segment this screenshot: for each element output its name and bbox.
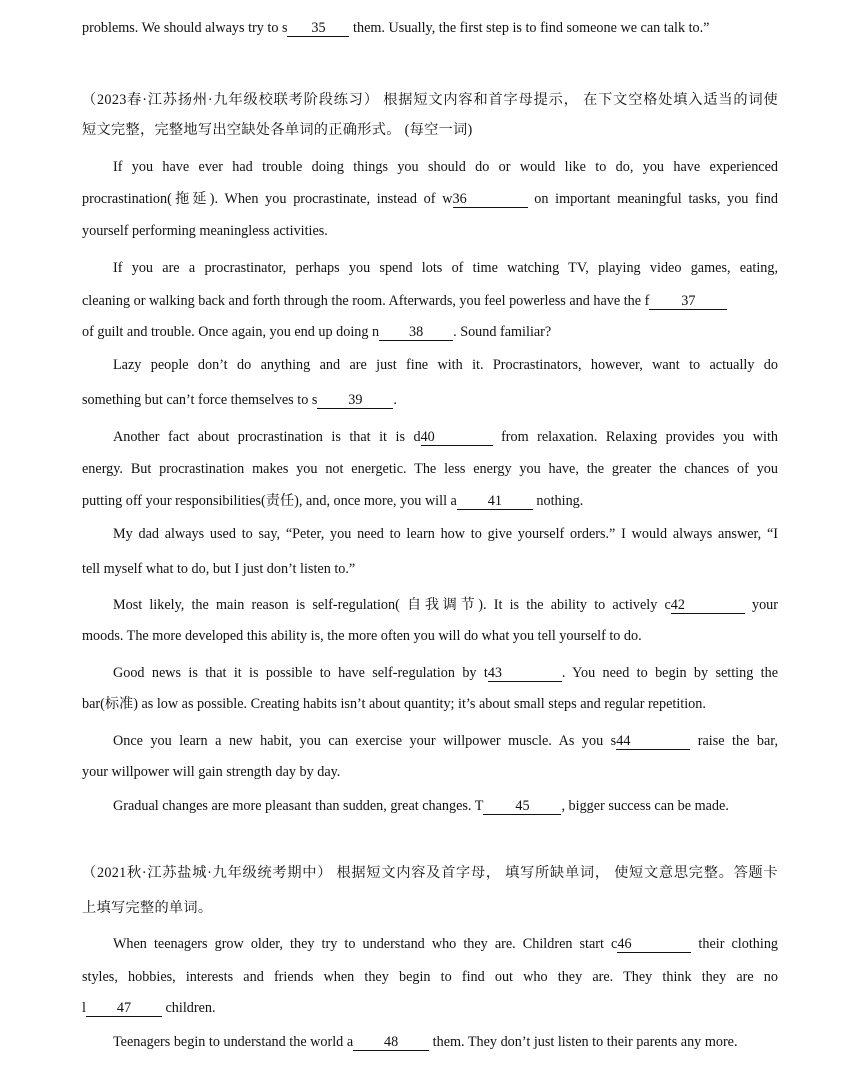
paragraph-line: energy. But procrastination makes you not energetic. The less energy you have, the greater the chances of you <box>82 461 778 477</box>
paragraph-line: moods. The more developed this ability is, the more often you will do what you tell yourself to do. <box>82 628 642 644</box>
line-text: Once you learn a new habit, you can exercise your willpower muscle. As you s <box>113 733 617 749</box>
text-line <box>82 491 778 511</box>
paragraph-line: your willpower will gain strength day by day. <box>82 764 341 780</box>
answer-blank-35[interactable]: 35 <box>287 21 349 37</box>
line-text: nothing. <box>532 493 584 509</box>
line-text: your <box>744 597 778 613</box>
paragraph-line: My dad always used to say, “Peter, you need to learn how to give yourself orders.” I would always answer, “I <box>113 526 778 542</box>
line-text: procrastination(拖延). When you procrastinate, instead of w <box>82 191 453 207</box>
line-text: their clothing <box>691 936 779 952</box>
paragraph-line: If you have ever had trouble doing things you should do or would like to do, you have experienced <box>113 159 778 175</box>
line-text: Most likely, the main reason is self-regulation( 自我调节). It is the ability to actively c <box>113 597 671 613</box>
line-text: . <box>393 392 397 408</box>
line-text: putting off your responsibilities(责任), and, once more, you will a <box>82 493 457 509</box>
line-text: . You need to begin by setting the <box>561 665 778 681</box>
answer-blank-38[interactable]: 38 <box>379 325 453 341</box>
text-line <box>82 998 778 1018</box>
line-text: , bigger success can be made. <box>561 798 729 814</box>
section-header-2021-cont: 上填写完整的单词。 <box>82 900 213 916</box>
line-text: them. Usually, the first step is to find someone we can talk to.” <box>349 20 710 36</box>
answer-blank-47[interactable]: 47 <box>86 1001 162 1017</box>
answer-blank-45[interactable]: 45 <box>483 799 561 815</box>
paragraph-line: yourself performing meaningless activities. <box>82 223 328 239</box>
line-text: them. They don’t just listen to their parents any more. <box>429 1034 738 1050</box>
line-text: When teenagers grow older, they try to understand who they are. Children start c <box>113 936 618 952</box>
answer-blank-44[interactable]: 44 <box>616 734 690 750</box>
line-text: Good news is that it is possible to have self-regulation by t <box>113 665 488 681</box>
line-text: Teenagers begin to understand the world a <box>113 1034 354 1050</box>
paragraph-line: styles, hobbies, interests and friends when they begin to find out who they are. They think they are no <box>82 969 778 985</box>
line-text: raise the bar, <box>690 733 778 749</box>
text-line <box>82 595 778 615</box>
text-line <box>82 427 778 447</box>
line-text: . Sound familiar? <box>453 324 552 340</box>
text-line <box>82 18 778 38</box>
line-text: on important meaningful tasks, you find <box>527 191 778 207</box>
line-text: Another fact about procrastination is that it is d <box>113 429 421 445</box>
answer-blank-37[interactable]: 37 <box>649 294 727 310</box>
line-text: Gradual changes are more pleasant than sudden, great changes. T <box>113 798 484 814</box>
line-text: from relaxation. Relaxing provides you with <box>492 429 779 445</box>
line-text: cleaning or walking back and forth through the room. Afterwards, you feel powerless and have the f <box>82 293 650 309</box>
answer-blank-43[interactable]: 43 <box>488 666 562 682</box>
paragraph-line: tell myself what to do, but I just don’t listen to.” <box>82 561 356 577</box>
section-header-2023-cont: 短文完整，完整地写出空缺处各单词的正确形式。 (每空一词) <box>82 122 473 138</box>
text-line <box>82 731 778 751</box>
paragraph-line: bar(标准) as low as possible. Creating habits isn’t about quantity; it’s about small steps and regular repetition. <box>82 696 706 712</box>
line-text: of guilt and trouble. Once again, you end up doing n <box>82 324 380 340</box>
text-line <box>82 291 778 311</box>
answer-blank-42[interactable]: 42 <box>671 598 745 614</box>
text-line <box>82 322 778 342</box>
section-header-2021: （2021秋·江苏盐城·九年级统考期中） 根据短文内容及首字母， 填写所缺单词， 使短文意思完整。答题卡 <box>82 865 778 881</box>
line-text: children. <box>161 1000 216 1016</box>
line-text: something but can’t force themselves to s <box>82 392 318 408</box>
answer-blank-36[interactable]: 36 <box>453 192 528 208</box>
text-line <box>82 189 778 209</box>
section-header-2023: （2023春·江苏扬州·九年级校联考阶段练习） 根据短文内容和首字母提示， 在下文空格处填入适当的词使 <box>82 92 778 108</box>
text-line <box>82 663 778 683</box>
text-line <box>82 1032 778 1052</box>
text-line <box>82 934 778 954</box>
answer-blank-41[interactable]: 41 <box>457 494 533 510</box>
paragraph-line: Lazy people don’t do anything and are just fine with it. Procrastinators, however, want to actually do <box>113 357 778 373</box>
answer-blank-46[interactable]: 46 <box>617 937 691 953</box>
text-line <box>82 796 778 816</box>
answer-blank-39[interactable]: 39 <box>317 393 393 409</box>
answer-blank-48[interactable]: 48 <box>353 1035 429 1051</box>
paragraph-line: If you are a procrastinator, perhaps you spend lots of time watching TV, playing video games, eating, <box>113 260 778 276</box>
text-line <box>82 390 778 410</box>
line-text: l <box>82 1000 86 1016</box>
answer-blank-40[interactable]: 40 <box>421 430 493 446</box>
line-text: problems. We should always try to s <box>82 20 288 36</box>
